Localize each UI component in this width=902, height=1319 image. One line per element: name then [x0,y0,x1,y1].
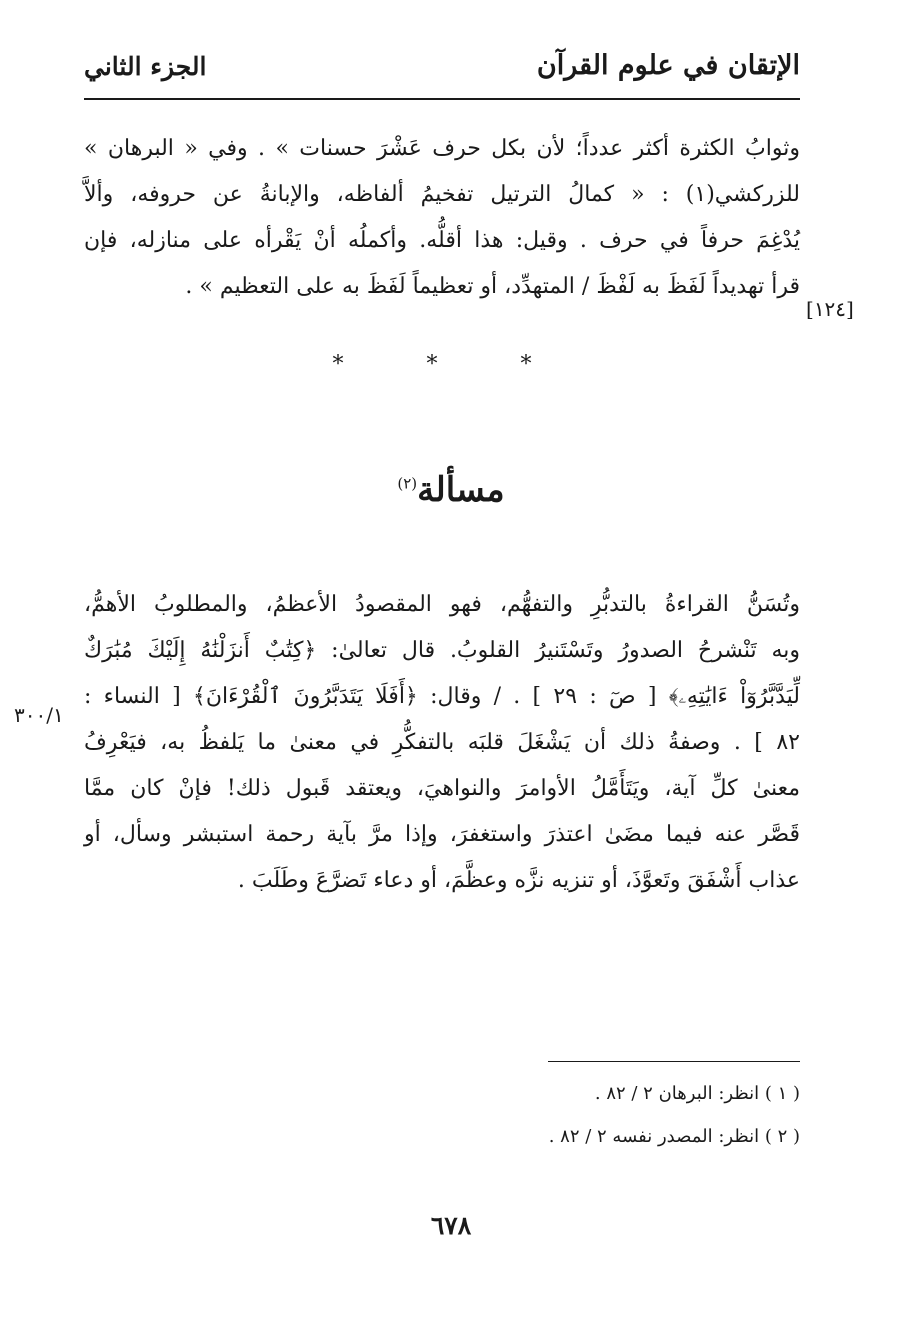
text-line: للزركشي(١) : « كمالُ الترتيل تفخيمُ ألفاظه، والإبانةُ عن حروفه، وألاَّ [84,182,800,207]
paragraph-1 [84,126,800,316]
paragraph-2 [84,582,800,922]
text-line: عذاب أَشْفَقَ وتَعوَّذَ، أو تنزيه نزَّه وعظَّمَ، أو دعاء تَضرَّعَ وطَلَبَ . [237,868,800,893]
text-line: وبه تَنْشرحُ الصدورُ وتَسْتَنيرُ القلوبُ. قال تعالىٰ: ﴿كِتَٰبٌ أَنزَلْنَٰهُ إِلَيْكَ مُبَٰرَكٌ [84,638,800,663]
text-line: قَصَّر عنه فيما مضَىٰ اعتذرَ واستغفرَ، وإذا مرَّ بآية رحمة استبشر وسأل، أو [84,822,800,847]
text-line: يُدْغِمَ حرفاً في حرف . وقيل: هذا أقلُّه. وأكملُه أنْ يَقْرأه على منازله، فإن [84,228,800,253]
section-heading [0,470,902,510]
footnote-divider [548,1061,800,1062]
text-line: ٨٢ ] . وصفةُ ذلك أن يَشْغَلَ قلبَه بالتفكُّرِ في معنىٰ ما يَلفظُ به، فيَعْرِفُ [84,730,800,755]
text-line: معنىٰ كلِّ آية، ويَتَأَمَّلُ الأوامرَ والنواهيَ، ويعتقد قَبول ذلك! فإنْ كان ممَّا [84,776,800,801]
footnote-2: ( ٢ ) انظر: المصدر نفسه ٢ / ٨٢ . [548,1126,800,1147]
text-line: وتُسَنُّ القراءةُ بالتدبُّرِ والتفهُّم، فهو المقصودُ الأعظمُ، والمطلوبُ الأهمُّ، [84,592,800,617]
footnote-1: ( ١ ) انظر: البرهان ٢ / ٨٢ . [594,1083,800,1104]
text-line: لِّيَدَّبَّرُوٓاْ ءَايَٰتِهِۦ﴾ [ صٓ : ٢٩ ] . / وقال: ﴿أَفَلَا يَتَدَبَّرُونَ ٱلْقُرْءَانَ﴾ [ النساء : [84,684,800,709]
text-line: قرأ تهديداً لَفَظَ به لَفْظَ / المتهدِّد، أو تعظيماً لَفَظَ به على التعظيم » . [185,274,800,299]
part-title: الجزء الثاني [84,52,207,81]
page-number: ٦٧٨ [430,1211,472,1240]
book-title: الإتقان في علوم القرآن [536,50,800,81]
margin-page-marker: [١٢٤] [806,297,854,321]
section-title: مسألة [417,470,505,510]
page-header [84,46,800,100]
section-separator: * * * [332,352,570,377]
margin-volume-marker: ٣٠٠/١ [14,703,64,727]
footnote-ref: (٢) [397,474,418,493]
text-line: وثوابُ الكثرة أكثر عدداً؛ لأن بكل حرف عَشْرَ حسنات » . وفي « البرهان » [84,136,800,161]
